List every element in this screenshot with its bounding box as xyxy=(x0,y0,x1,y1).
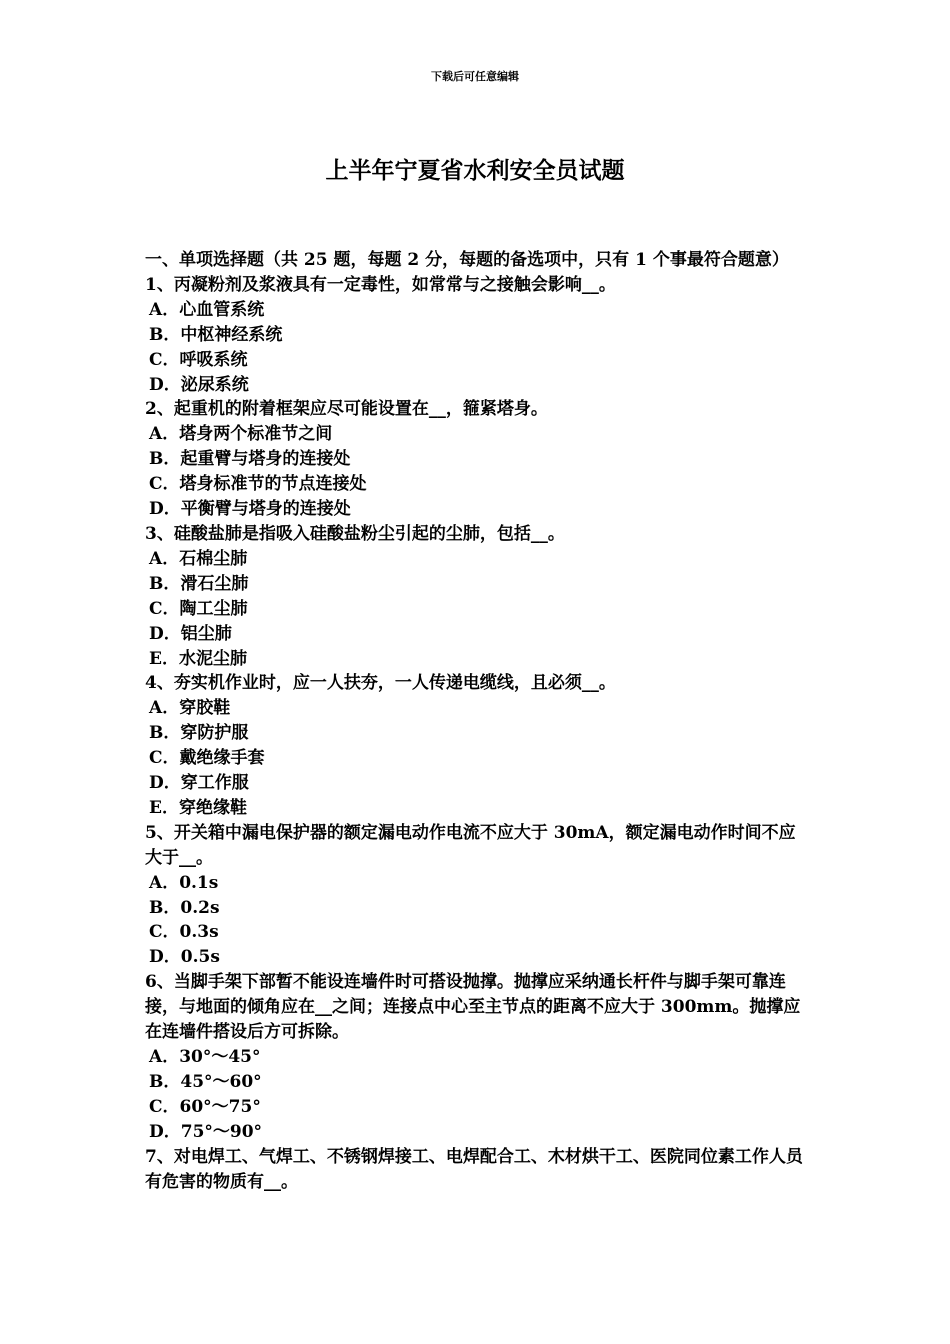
question-2 xyxy=(145,397,810,522)
option-b: B．45°～60° xyxy=(149,1071,262,1092)
option-e: E．穿绝缘鞋 xyxy=(149,797,247,818)
section-heading: 一、单项选择题（共 25 题，每题 2 分，每题的备选项中，只有 1 个事最符合题意） xyxy=(145,250,789,270)
option-b: B．滑石尘肺 xyxy=(149,573,249,594)
question-1 xyxy=(145,273,810,398)
option-c: C．呼吸系统 xyxy=(149,349,248,370)
option-e: E．水泥尘肺 xyxy=(149,648,247,669)
question-text: 1、丙凝粉剂及浆液具有一定毒性，如常常与之接触会影响__。 xyxy=(145,274,616,295)
option-a: A．0.1s xyxy=(149,872,219,893)
page-header: 下载后可任意编辑 xyxy=(431,70,519,83)
option-b: B．0.2s xyxy=(149,897,220,918)
question-text: 2、起重机的附着框架应尽可能设置在__，箍紧塔身。 xyxy=(145,399,548,420)
option-b: B．穿防护服 xyxy=(149,723,249,744)
option-b: B．中枢神经系统 xyxy=(149,324,283,345)
option-a: A．穿胶鞋 xyxy=(149,698,231,719)
question-text: 3、硅酸盐肺是指吸入硅酸盐粉尘引起的尘肺，包括__。 xyxy=(145,523,565,544)
option-a: A．塔身两个标准节之间 xyxy=(149,424,333,445)
option-c: C．0.3s xyxy=(149,922,219,943)
question-6 xyxy=(145,970,810,1144)
question-text: 7、对电焊工、气焊工、不锈钢焊接工、电焊配合工、木材烘干工、医院同位素工作人员有危害的物质有__。 xyxy=(145,1146,803,1192)
question-text: 5、开关箱中漏电保护器的额定漏电动作电流不应大于 30mA，额定漏电动作时间不应大于__。 xyxy=(145,822,796,868)
question-5 xyxy=(145,821,810,970)
option-c: C．陶工尘肺 xyxy=(149,598,248,619)
option-d: D．穿工作服 xyxy=(149,773,249,794)
option-a: A．石棉尘肺 xyxy=(149,548,248,569)
question-4 xyxy=(145,671,810,820)
option-d: D．75°～90° xyxy=(149,1121,263,1142)
option-c: C．60°～75° xyxy=(149,1096,261,1117)
document-title: 上半年宁夏省水利安全员试题 xyxy=(325,157,625,184)
option-d: D．铝尘肺 xyxy=(149,623,232,644)
option-d: D．0.5s xyxy=(149,947,220,968)
option-b: B．起重臂与塔身的连接处 xyxy=(149,449,351,470)
exam-content xyxy=(145,248,810,1194)
option-c: C．戴绝缘手套 xyxy=(149,748,265,769)
option-a: A．心血管系统 xyxy=(149,299,265,320)
question-7 xyxy=(145,1145,810,1195)
option-a: A．30°～45° xyxy=(149,1047,261,1067)
option-d: D．泌尿系统 xyxy=(149,374,249,395)
question-text: 6、当脚手架下部暂不能设连墙件时可搭设抛撑。抛撑应采纳通长杆件与脚手架可靠连接，与地面的倾角应在__之间；连接点中心至主节点的距离不应大于 300mm。抛撑应在连墙件搭设后方可拆除。 xyxy=(145,972,801,1043)
option-c: C．塔身标准节的节点连接处 xyxy=(149,474,367,495)
option-d: D．平衡臂与塔身的连接处 xyxy=(149,499,351,520)
question-text: 4、夯实机作业时，应一人扶夯，一人传递电缆线，且必须__。 xyxy=(145,673,616,694)
question-3 xyxy=(145,522,810,671)
